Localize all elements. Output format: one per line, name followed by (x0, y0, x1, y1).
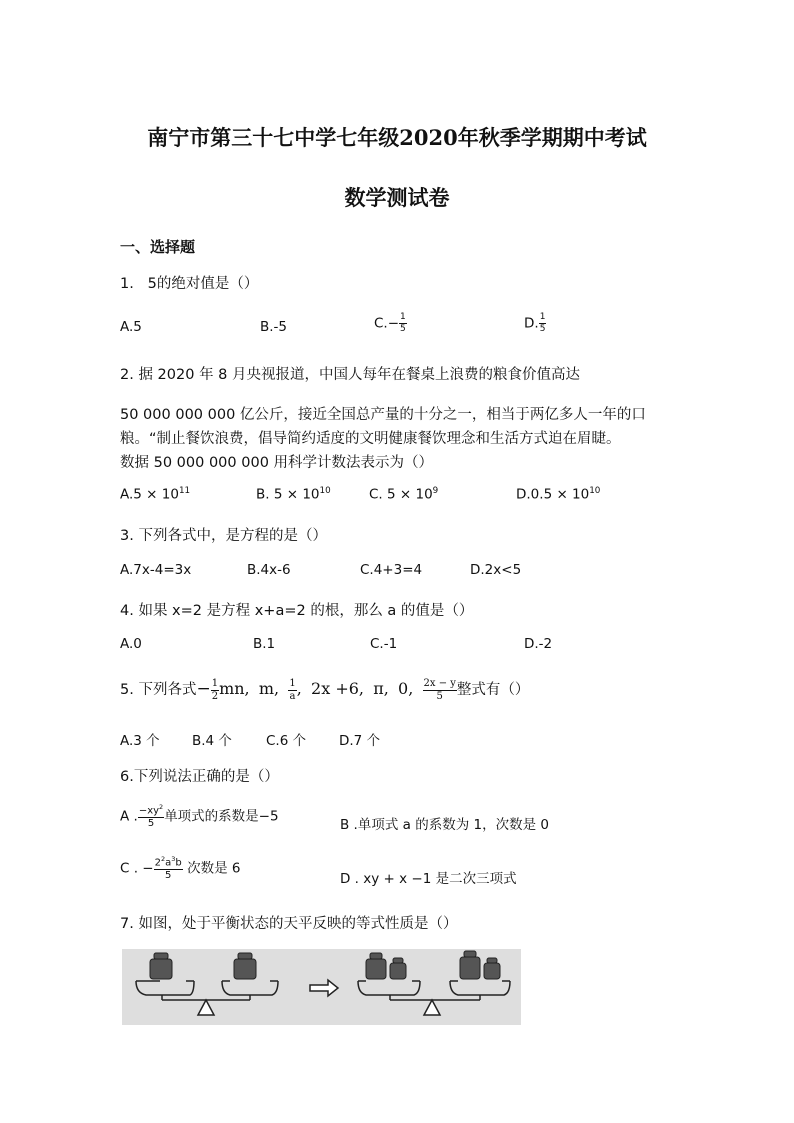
q4-option-b: B.1 (253, 636, 276, 652)
question-7: 7. 如图，处于平衡状态的天平反映的等式性质是（） (120, 916, 458, 932)
q6-option-b: B .单项式 a 的系数为 1，次数是 0 (340, 817, 549, 833)
q2-option-c: C. $5 \times 10^9$ (369, 486, 439, 503)
q2-option-d: $D.0.5 \times 10^{10}$ (516, 486, 601, 503)
q1-option-c: C.− $\frac{1}{5}$ (374, 312, 406, 334)
q1-option-b: B.-5 (260, 319, 288, 335)
question-5: 5. 下列各式− $\frac{1}{2}$ mn, m, $\frac{1}{a}$ , 2x +6, π, 0, $\frac{2x - y}{5}$ 整式有（） (120, 677, 530, 702)
right-balance (358, 981, 510, 1015)
q4-option-a: A.0 (120, 636, 142, 652)
balance-scale-illustration (122, 949, 521, 1025)
page-title: 南宁市第三十七中学七年级2020年秋季学期期中考试 (147, 125, 647, 150)
question-2-line-1: 2. 据 2020 年 8 月央视报道，中国人每年在餐桌上浪费的粮食价值高达 (120, 367, 581, 383)
question-1: 1. 5的绝对值是（） (120, 276, 259, 292)
weights-left (150, 953, 256, 979)
q1-option-a: A.5 (120, 319, 142, 335)
q2-option-b: B. $5 \times 10^{10}$ (256, 486, 331, 503)
q5-option-d: D.7 个 (339, 733, 381, 749)
q6-option-d: D . xy + x −1 是二次三项式 (340, 871, 517, 887)
q3-option-a: A.7x-4=3x (120, 562, 192, 578)
question-3: 3. 下列各式中，是方程的是（） (120, 528, 327, 544)
question-6: 6.下列说法正确的是（） (120, 769, 279, 785)
question-2-line-2: 50 000 000 000 亿公斤，接近全国总产量的十分之一，相当于两亿多人一年的口 (120, 407, 646, 423)
q5-option-b: B.4 个 (192, 733, 232, 749)
left-balance (136, 981, 278, 1015)
q4-option-c: C.-1 (370, 636, 398, 652)
section-heading: 一、选择题 (120, 238, 196, 256)
q6-option-a: A . $\frac{-xy^2}{5}$ 单项式的系数是−5 (120, 803, 279, 830)
q3-option-c: C.4+3=4 (360, 562, 423, 578)
weights-right (366, 951, 500, 979)
q5-option-c: C.6 个 (266, 733, 307, 749)
balance-scale-figure (122, 949, 521, 1025)
q5-option-a: A.3 个 (120, 733, 160, 749)
q2-option-a: $A.5 \times 10^{11}$ (120, 486, 191, 503)
q3-option-d: D.2x<5 (470, 562, 522, 578)
q4-option-d: D.-2 (524, 636, 553, 652)
question-2-line-4: 数据 50 000 000 000 用科学计数法表示为（） (120, 455, 434, 471)
q3-option-b: B.4x-6 (247, 562, 291, 578)
arrow-icon (310, 980, 338, 996)
question-4: 4. 如果 x=2 是方程 x+a=2 的根，那么 a 的值是（） (120, 603, 474, 619)
q6-option-c: C . − $\frac{2^2a^3b}{5}$ 次数是 6 (120, 855, 241, 882)
question-2-line-3: 粮。“制止餐饮浪费，倡导简约适度的文明健康餐饮理念和生活方式迫在眉睫。 (120, 431, 621, 447)
page-subtitle: 数学测试卷 (344, 185, 450, 210)
q1-option-d: D. $\frac{1}{5}$ (524, 312, 546, 334)
